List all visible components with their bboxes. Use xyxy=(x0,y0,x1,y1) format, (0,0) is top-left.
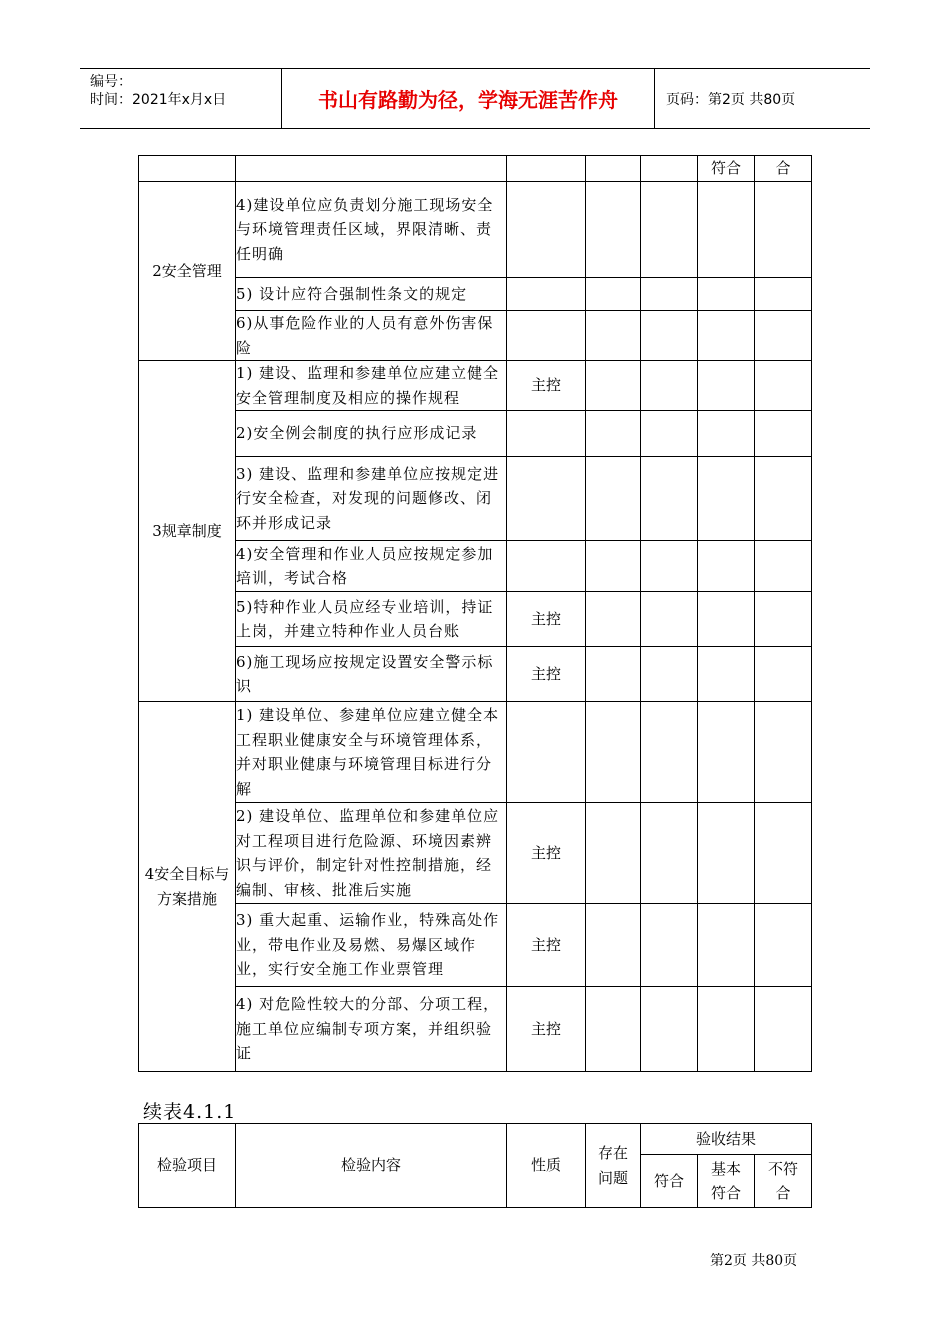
item-regulations: 3规章制度 xyxy=(139,361,236,702)
col-he-cont: 合 xyxy=(755,156,812,182)
page-footer: 第2页 共80页 xyxy=(710,1253,798,1269)
content-cell: 6)从事危险作业的人员有意外伤害保险 xyxy=(236,311,507,361)
header-item: 检验项目 xyxy=(139,1124,236,1208)
content-cell: 4)安全管理和作业人员应按规定参加培训，考试合格 xyxy=(236,541,507,592)
nature-cell xyxy=(507,457,586,541)
col-fuhe-cont: 符合 xyxy=(698,156,755,182)
table-row xyxy=(139,647,812,702)
header-page-info: 页码：第2页 共80页 xyxy=(666,91,796,108)
content-cell: 1) 建设单位、参建单位应建立健全本工程职业健康安全与环境管理体系，并对职业健康与环境管理目标进行分解 xyxy=(236,702,507,803)
nature-cell: 主控 xyxy=(507,803,586,904)
content-cell: 2)安全例会制度的执行应形成记录 xyxy=(236,411,507,457)
content-cell: 3) 建设、监理和参建单位应按规定进行安全检查，对发现的问题修改、闭环并形成记录 xyxy=(236,457,507,541)
time-label: 时间：2021年x月x日 xyxy=(90,92,227,108)
table-row xyxy=(139,1124,812,1155)
nature-cell xyxy=(507,311,586,361)
nature-cell xyxy=(507,182,586,278)
table-row xyxy=(139,803,812,904)
content-cell: 5)特种作业人员应经专业培训，持证上岗，并建立特种作业人员台账 xyxy=(236,592,507,647)
table-row xyxy=(139,278,812,311)
nature-cell: 主控 xyxy=(507,904,586,987)
nature-cell: 主控 xyxy=(507,987,586,1072)
table-row xyxy=(139,904,812,987)
header-basic-pass: 基本符合 xyxy=(698,1155,755,1208)
table-row xyxy=(139,457,812,541)
table-row xyxy=(139,311,812,361)
header-nature: 性质 xyxy=(507,1124,586,1208)
content-cell: 3) 重大起重、运输作业，特殊高处作业，带电作业及易燃、易爆区域作业，实行安全施工作业票管理 xyxy=(236,904,507,987)
content-cell: 4) 对危险性较大的分部、分项工程，施工单位应编制专项方案，并组织验证 xyxy=(236,987,507,1072)
table-row xyxy=(139,702,812,803)
content-cell: 5) 设计应符合强制性条文的规定 xyxy=(236,278,507,311)
header-pass: 符合 xyxy=(641,1155,698,1208)
nature-cell xyxy=(507,702,586,803)
header-motto: 书山有路勤为径，学海无涯苦作舟 xyxy=(282,69,655,128)
content-cell: 6)施工现场应按规定设置安全警示标识 xyxy=(236,647,507,702)
header-content: 检验内容 xyxy=(236,1124,507,1208)
nature-cell xyxy=(507,541,586,592)
content-cell: 2) 建设单位、监理单位和参建单位应对工程项目进行危险源、环境因素辨识与评价，制定针对性控制措施，经编制、审核、批准后实施 xyxy=(236,803,507,904)
header-result: 验收结果 xyxy=(641,1124,812,1155)
content-cell: 1) 建设、监理和参建单位应建立健全安全管理制度及相应的操作规程 xyxy=(236,361,507,411)
table-row xyxy=(139,987,812,1072)
table-row xyxy=(139,411,812,457)
inspection-table xyxy=(138,155,812,1072)
page-header xyxy=(80,68,870,129)
table-row xyxy=(139,541,812,592)
table-caption: 续表4.1.1 xyxy=(143,1101,237,1123)
nature-cell: 主控 xyxy=(507,361,586,411)
content-cell: 4)建设单位应负责划分施工现场安全与环境管理责任区域，界限清晰、责任明确 xyxy=(236,182,507,278)
table-row xyxy=(139,182,812,278)
nature-cell xyxy=(507,411,586,457)
number-label: 编号： xyxy=(90,74,132,90)
item-safety-targets: 4安全目标与方案措施 xyxy=(139,702,236,1072)
nature-cell: 主控 xyxy=(507,647,586,702)
nature-cell: 主控 xyxy=(507,592,586,647)
header-issue: 存在问题 xyxy=(586,1124,641,1208)
nature-cell xyxy=(507,278,586,311)
table-row xyxy=(139,592,812,647)
table-row xyxy=(139,361,812,411)
table-row xyxy=(139,156,812,182)
header-fail: 不符合 xyxy=(755,1155,812,1208)
inspection-table-header xyxy=(138,1123,812,1208)
header-meta xyxy=(80,69,282,128)
item-safety-management: 2安全管理 xyxy=(139,182,236,361)
